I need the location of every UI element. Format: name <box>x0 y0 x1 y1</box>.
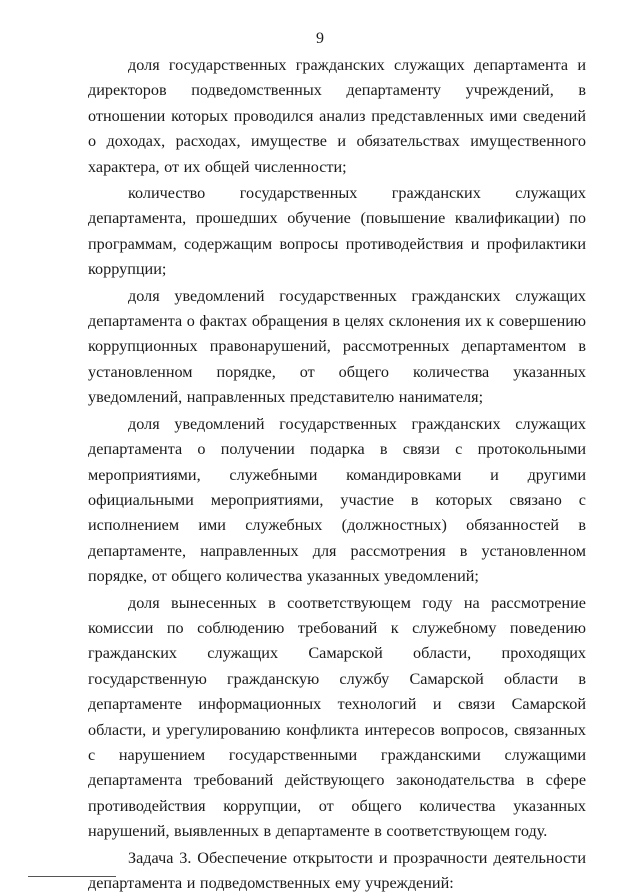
paragraph-share-of-inducement-notifications: доля уведомлений государственных гражданских служащих департамента о фактах обращения в целях склонения их к совершению коррупционных правонарушений, рассмотренных департаментом в установленном порядке, от общего количества указанных уведомлений, направленных представителю нанимателя; <box>88 286 586 407</box>
paragraph-share-of-gift-notifications: доля уведомлений государственных гражданских служащих департамента о получении подарка в связи с протокольными мероприятиями, служебными командировками и другими официальными мероприятиями, участие в которых связано с исполнением ими служебных (должностных) обязанностей в департаменте, направленных для рассмотрения в установленном порядке, от общего количества указанных уведомлений; <box>88 414 586 586</box>
paragraph-share-of-employees-income-analysis: доля государственных гражданских служащих департамента и директоров подведомственных департаменту учреждений, в отношении которых проводился анализ представленных ими сведений о доходах, расходах, имуществе и обязательствах имущественного характера, от их общей численности; <box>88 56 586 176</box>
paragraph-share-of-commission-cases: доля вынесенных в соответствующем году на рассмотрение комиссии по соблюдению требований к служебному поведению гражданских служащих Самарской области, проходящих государственную гражданскую службу Самарской области в департаменте информационных технологий и связи Самарской области, и урегулированию конфликта интересов вопросов, связанных с нарушением государственными гражданскими служащими департамента требований действующего законодательства в сфере противодействия коррупции, от общего количества указанных нарушений, выявленных в департаменте в соответствующем году. <box>88 593 586 841</box>
footnote-separator-line <box>28 876 116 877</box>
page-number: 9 <box>316 30 324 47</box>
document-body <box>88 53 586 896</box>
paragraph-count-employees-anticorruption-training: количество государственных гражданских служащих департамента, прошедших обучение (повышение квалификации) по программам, содержащим вопросы противодействия и профилактики коррупции; <box>88 184 586 279</box>
paragraph-task-3: Задача 3. Обеспечение открытости и прозрачности деятельности департамента и подведомственных ему учреждений: <box>88 848 586 892</box>
